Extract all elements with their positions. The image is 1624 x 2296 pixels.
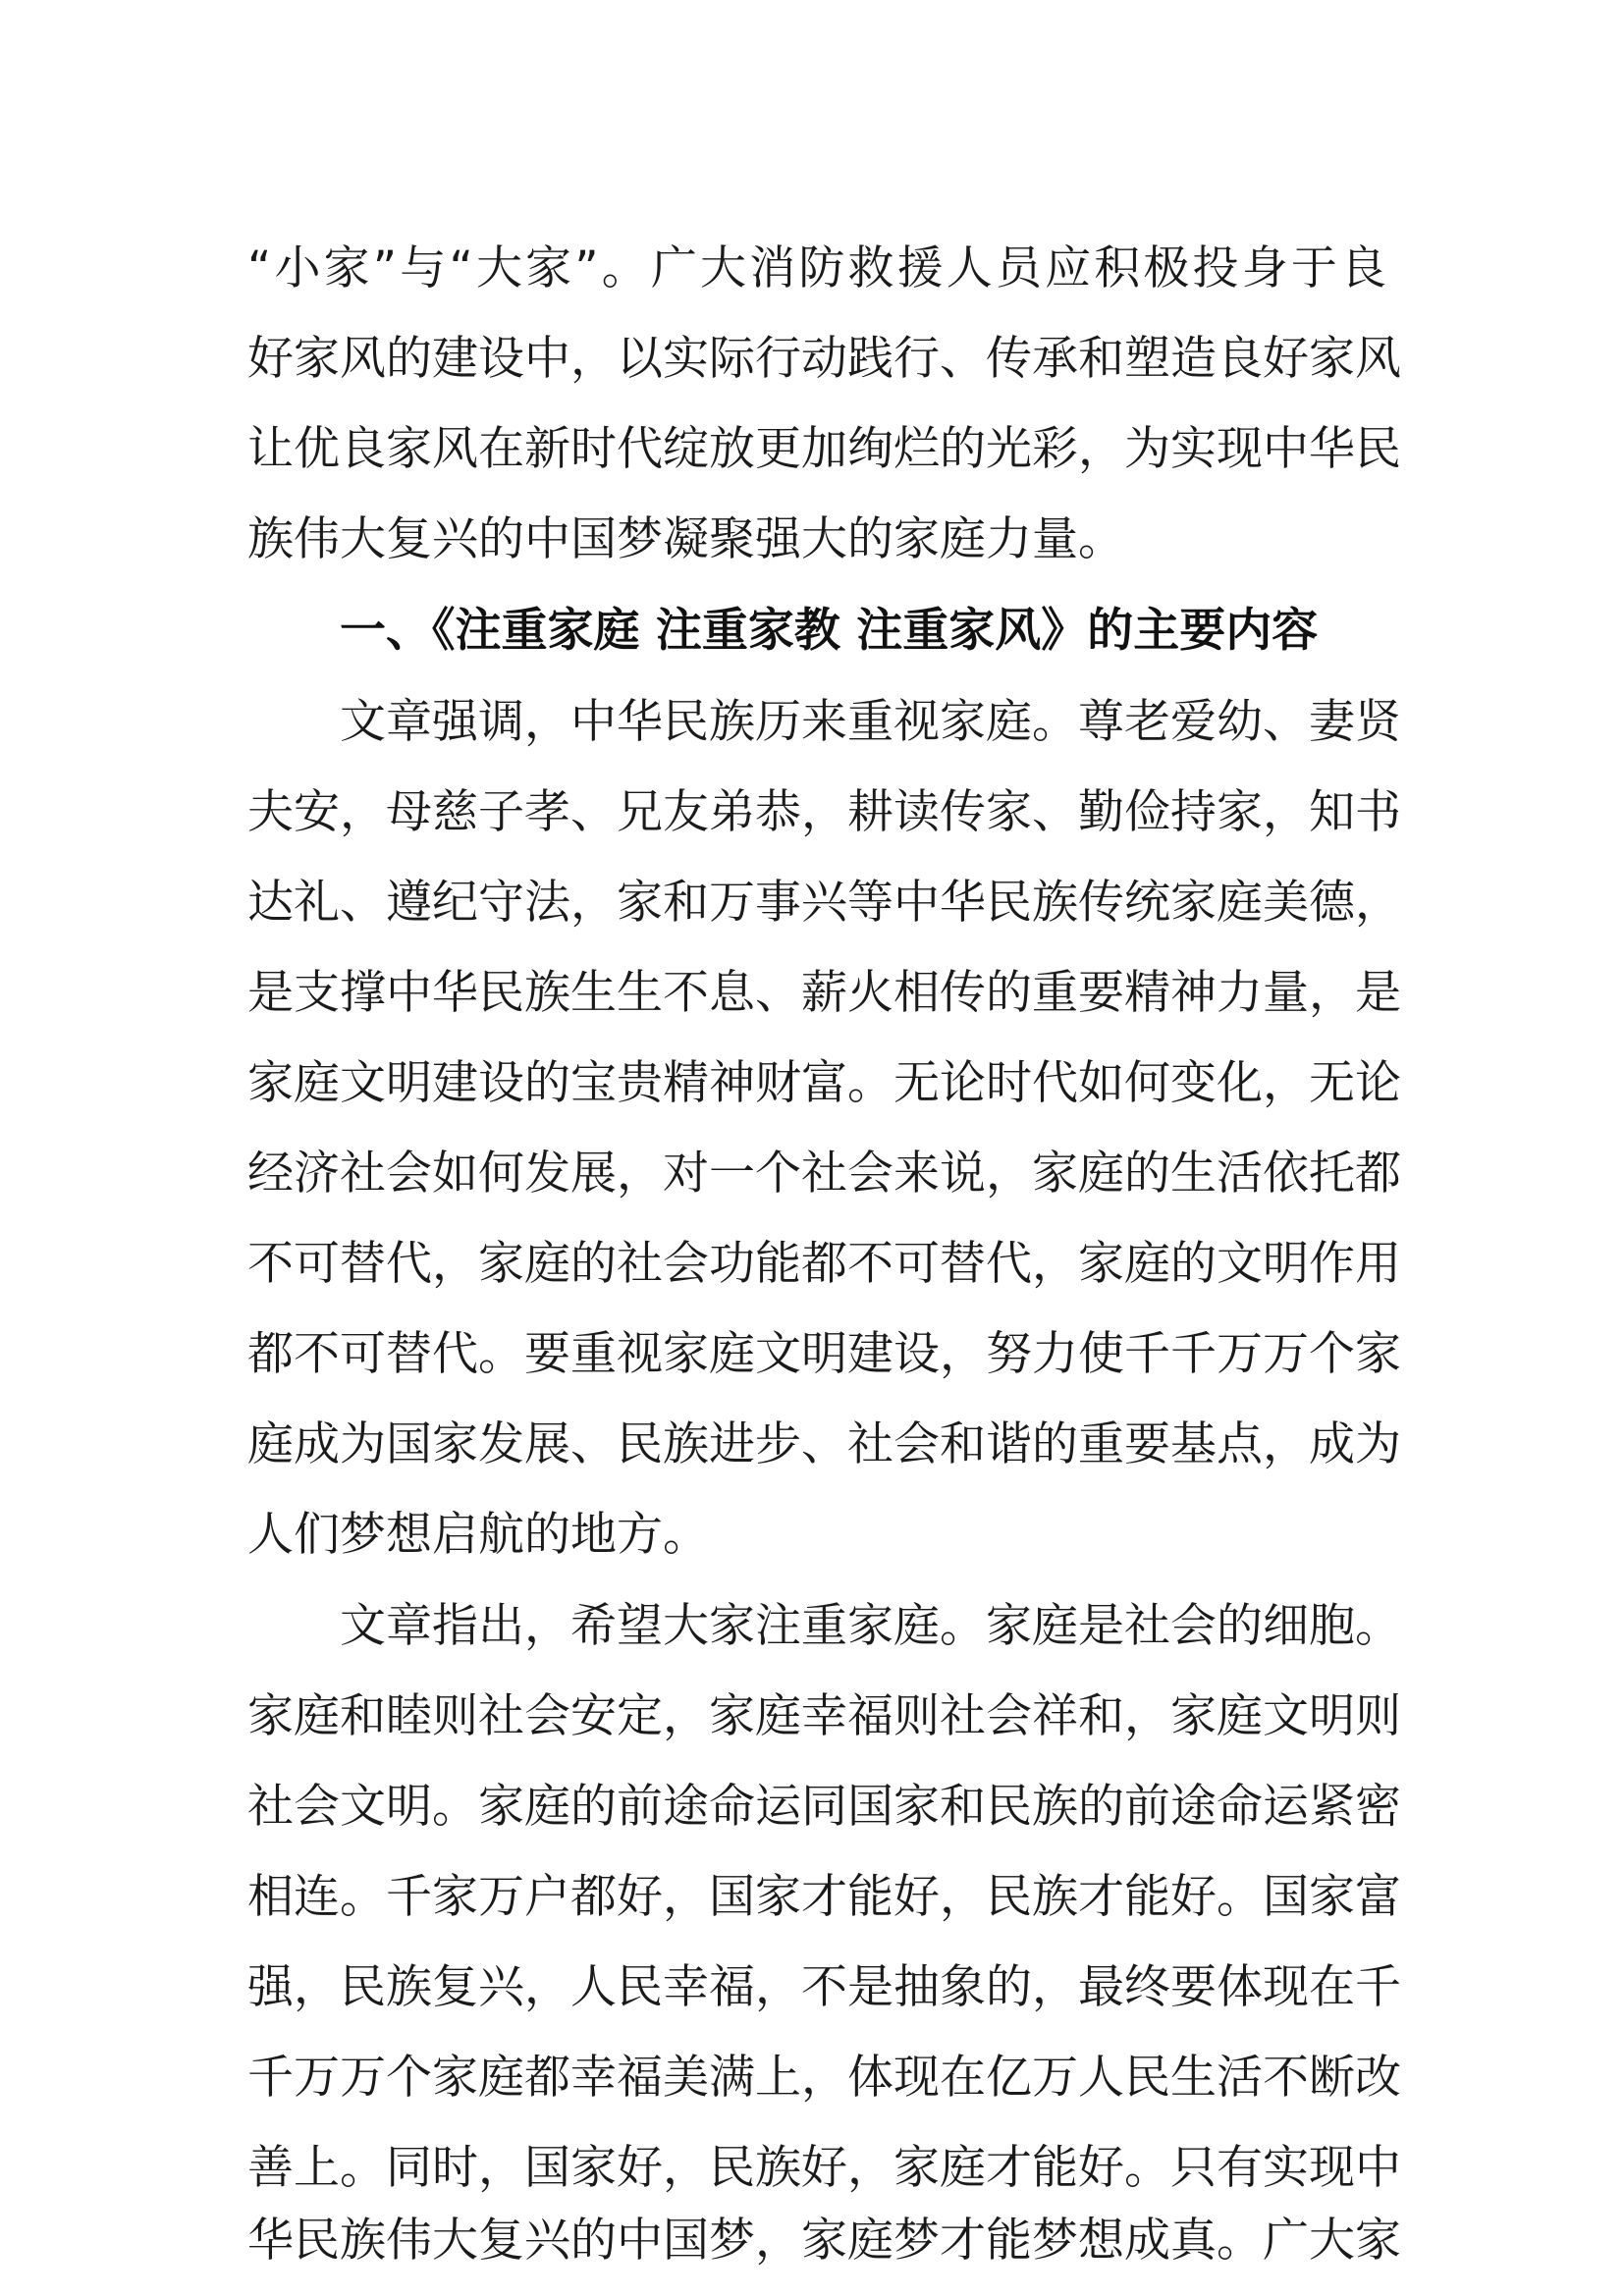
paragraph1-line-9: 庭成为国家发展、民族进步、社会和谐的重要基点，成为 xyxy=(247,1417,1401,1471)
intro-line-3: 让优良家风在新时代绽放更加绚烂的光彩，为实现中华民 xyxy=(247,422,1401,476)
paragraph2-line-8: 华民族伟大复兴的中国梦，家庭梦才能梦想成真。广大家 xyxy=(247,2214,1401,2268)
paragraph2-line-1: 文章指出，希望大家注重家庭。家庭是社会的细胞。 xyxy=(340,1599,1401,1653)
paragraph2-line-3: 社会文明。家庭的前途命运同国家和民族的前途命运紧密 xyxy=(247,1780,1401,1834)
intro-line-2: 好家风的建设中，以实际行动践行、传承和塑造良好家风 xyxy=(247,332,1401,386)
paragraph2-line-4: 相连。千家万户都好，国家才能好，民族才能好。国家富 xyxy=(247,1870,1401,1924)
paragraph1-line-1: 文章强调，中华民族历来重视家庭。尊老爱幼、妻贤 xyxy=(340,695,1401,749)
paragraph2-line-6: 千万万个家庭都幸福美满上，体现在亿万人民生活不断改 xyxy=(247,2051,1401,2105)
intro-line-1: “小家”与“大家”。广大消防救援人员应积极投身于良 xyxy=(247,241,1386,295)
paragraph1-line-2: 夫安，母慈子孝、兄友弟恭，耕读传家、勤俭持家，知书 xyxy=(247,785,1401,839)
paragraph1-line-7: 不可替代，家庭的社会功能都不可替代，家庭的文明作用 xyxy=(247,1237,1401,1291)
paragraph2-line-5: 强，民族复兴，人民幸福，不是抽象的，最终要体现在千 xyxy=(247,1960,1401,2014)
intro-line-4: 族伟大复兴的中国梦凝聚强大的家庭力量。 xyxy=(247,512,1124,566)
paragraph1-line-5: 家庭文明建设的宝贵精神财富。无论时代如何变化，无论 xyxy=(247,1056,1401,1110)
paragraph2-line-2: 家庭和睦则社会安定，家庭幸福则社会祥和，家庭文明则 xyxy=(247,1689,1401,1743)
paragraph1-line-4: 是支撑中华民族生生不息、薪火相传的重要精神力量，是 xyxy=(247,966,1401,1020)
section-heading: 一、《注重家庭 注重家教 注重家风》的主要内容 xyxy=(340,604,1319,658)
paragraph1-line-6: 经济社会如何发展，对一个社会来说，家庭的生活依托都 xyxy=(247,1147,1401,1201)
paragraph1-line-3: 达礼、遵纪守法，家和万事兴等中华民族传统家庭美德， xyxy=(247,876,1401,930)
paragraph1-line-10: 人们梦想启航的地方。 xyxy=(247,1508,709,1562)
paragraph1-line-8: 都不可替代。要重视家庭文明建设，努力使千千万万个家 xyxy=(247,1327,1401,1381)
paragraph2-line-7: 善上。同时，国家好，民族好，家庭才能好。只有实现中 xyxy=(247,2141,1401,2195)
